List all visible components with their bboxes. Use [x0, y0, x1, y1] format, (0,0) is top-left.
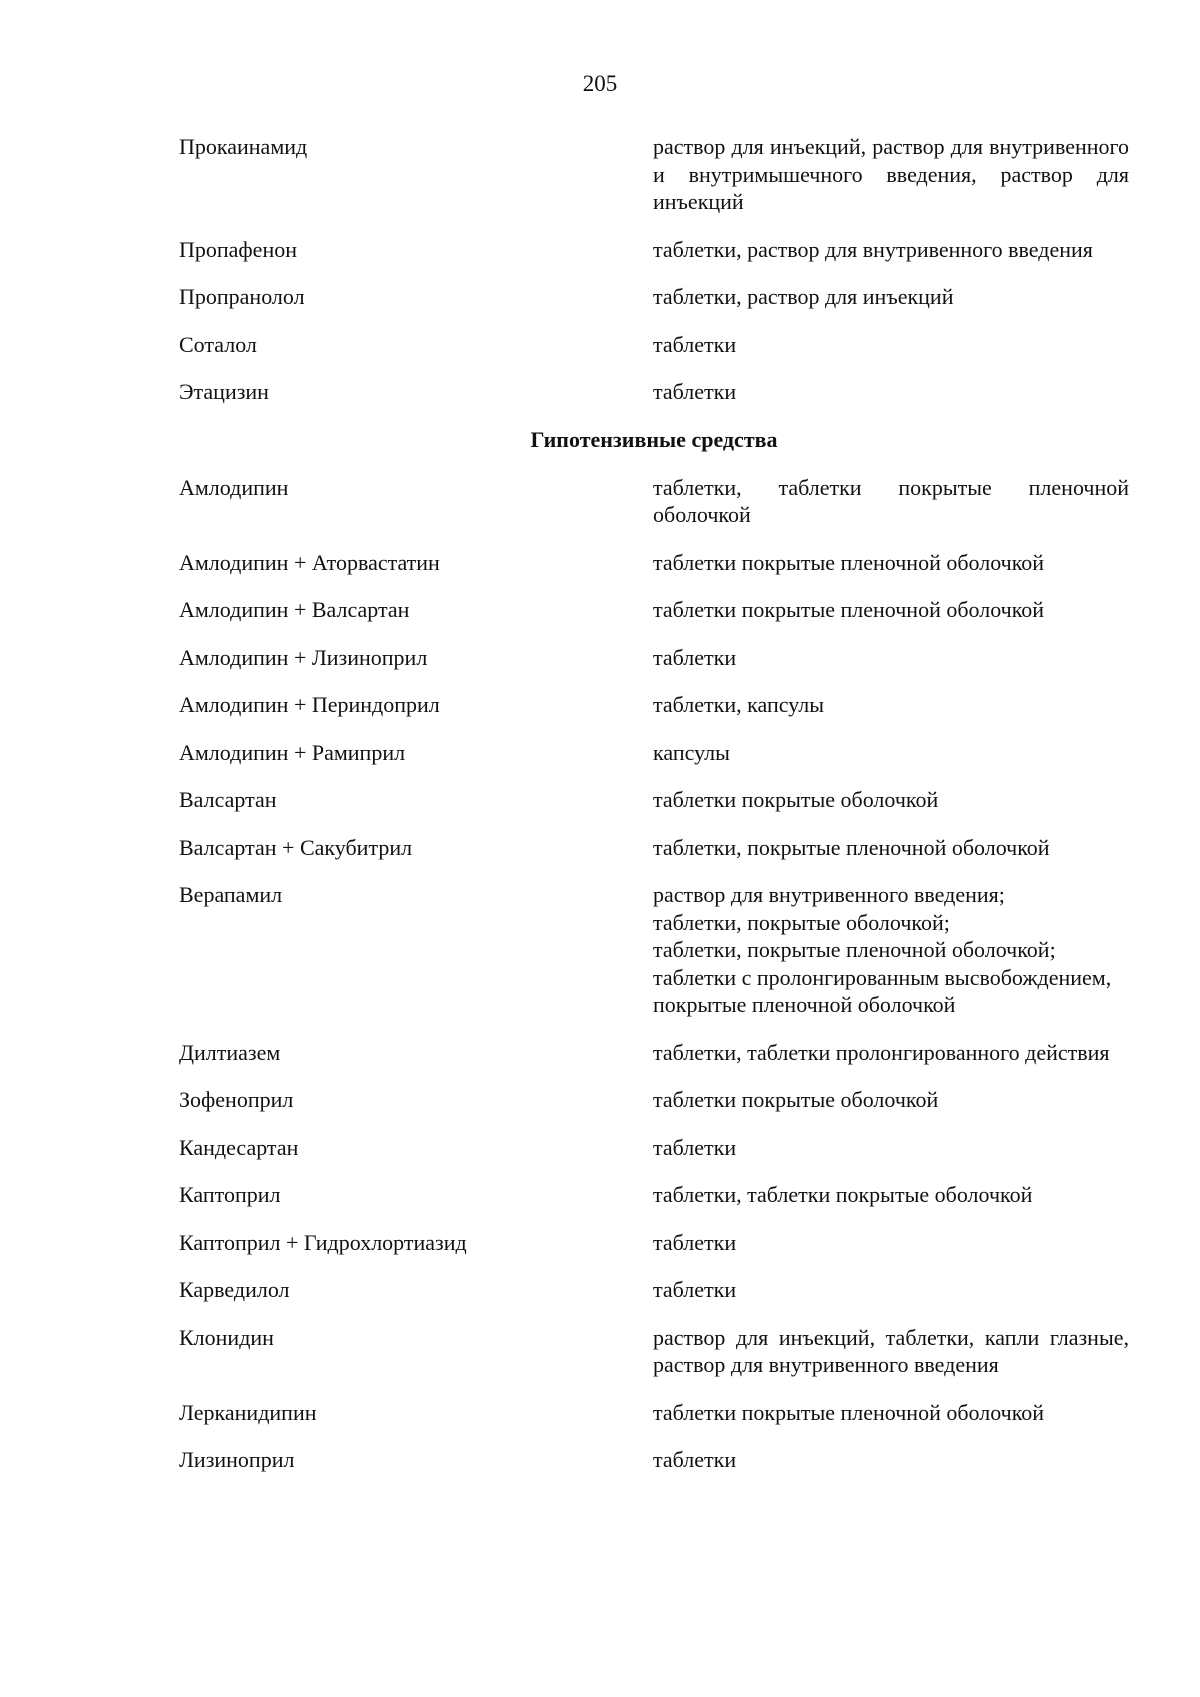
- dosage-form: раствор для инъекций, раствор для внутривенного и внутримышечного введения, раствор для инъекций: [653, 134, 1129, 214]
- drug-section: [179, 133, 1129, 406]
- drug-row: [179, 1134, 1129, 1162]
- dosage-form: таблетки: [653, 1134, 737, 1160]
- drug-row: [179, 1446, 1129, 1474]
- drug-row: [179, 596, 1129, 624]
- dosage-form: таблетки покрытые пленочной оболочкой: [653, 1399, 1045, 1425]
- dosage-form: таблетки, таблетки покрытые пленочной оболочкой: [653, 474, 1129, 527]
- dosage-form: таблетки, раствор для внутривенного введения: [653, 236, 1093, 262]
- dosage-form-line: таблетки, покрытые пленочной оболочкой;: [653, 937, 1056, 962]
- dosage-form: таблетки: [653, 1447, 737, 1472]
- drug-name: Валсартан + Сакубитрил: [179, 834, 413, 860]
- dosage-form: таблетки покрытые пленочной оболочкой: [653, 549, 1045, 575]
- drug-row: [179, 133, 1129, 216]
- dosage-form: таблетки покрытые пленочной оболочкой: [653, 597, 1045, 622]
- drug-name: Пропранолол: [179, 284, 305, 309]
- dosage-form: [653, 881, 1129, 1019]
- drug-row: [179, 1399, 1129, 1427]
- drug-name: Лизиноприл: [179, 1447, 295, 1472]
- dosage-form: таблетки: [653, 331, 737, 357]
- drug-name: Лерканидипин: [179, 1399, 317, 1425]
- dosage-form: капсулы: [653, 739, 730, 765]
- drug-row: [179, 331, 1129, 359]
- dosage-form: таблетки: [653, 1277, 737, 1302]
- drug-row: [179, 1181, 1129, 1209]
- drug-name: Амлодипин + Лизиноприл: [179, 644, 428, 670]
- dosage-form: таблетки, покрытые пленочной оболочкой: [653, 834, 1050, 860]
- dosage-form: таблетки: [653, 644, 737, 670]
- drug-name: Амлодипин + Валсартан: [179, 597, 410, 622]
- drug-name: Прокаинамид: [179, 134, 308, 159]
- drug-name: Верапамил: [179, 882, 283, 907]
- dosage-form: таблетки, таблетки покрытые оболочкой: [653, 1182, 1033, 1207]
- drug-row: [179, 786, 1129, 814]
- dosage-form: таблетки покрытые оболочкой: [653, 787, 939, 812]
- drug-name: Карведилол: [179, 1277, 290, 1302]
- drug-name: Этацизин: [179, 379, 269, 404]
- drug-name: Амлодипин + Рамиприл: [179, 739, 406, 765]
- drug-name: Соталол: [179, 331, 257, 357]
- drug-row: [179, 1324, 1129, 1379]
- drug-row: [179, 1039, 1129, 1067]
- dosage-form: таблетки, таблетки пролонгированного действия: [653, 1039, 1110, 1065]
- drug-name: Кандесартан: [179, 1134, 299, 1160]
- drug-row: [179, 1086, 1129, 1114]
- drug-name: Амлодипин + Аторвастатин: [179, 549, 440, 575]
- dosage-form: таблетки, капсулы: [653, 692, 824, 717]
- drug-row: [179, 834, 1129, 862]
- drug-name: Каптоприл + Гидрохлортиазид: [179, 1229, 467, 1255]
- page-number: 205: [582, 71, 618, 96]
- drug-row: [179, 691, 1129, 719]
- drug-row: [179, 283, 1129, 311]
- drug-name: Зофеноприл: [179, 1087, 294, 1112]
- drug-row: [179, 474, 1129, 529]
- drug-name: Валсартан: [179, 787, 277, 812]
- dosage-form: таблетки покрытые оболочкой: [653, 1087, 939, 1112]
- section-heading: Гипотензивные средства: [530, 426, 778, 452]
- drug-row: [179, 1276, 1129, 1304]
- drug-name: Амлодипин: [179, 474, 289, 500]
- drug-row: [179, 549, 1129, 577]
- drug-name: Амлодипин + Периндоприл: [179, 692, 440, 717]
- drug-name: Пропафенон: [179, 236, 297, 262]
- dosage-form-line: раствор для внутривенного введения;: [653, 882, 1005, 907]
- drug-row: [179, 739, 1129, 767]
- dosage-form: раствор для инъекций, таблетки, капли глазные, раствор для внутривенного введения: [653, 1324, 1129, 1377]
- drug-name: Клонидин: [179, 1324, 274, 1350]
- drug-section: [179, 426, 1129, 1474]
- drug-name: Дилтиазем: [179, 1039, 281, 1065]
- drug-name: Каптоприл: [179, 1182, 281, 1207]
- drug-row: [179, 644, 1129, 672]
- drug-row: [179, 881, 1129, 1019]
- dosage-form: таблетки: [653, 379, 737, 404]
- dosage-form-line: таблетки, покрытые оболочкой;: [653, 909, 950, 935]
- drug-row: [179, 236, 1129, 264]
- drug-row: [179, 378, 1129, 406]
- dosage-form: таблетки: [653, 1229, 737, 1255]
- dosage-form: таблетки, раствор для инъекций: [653, 284, 954, 309]
- dosage-form-line: таблетки с пролонгированным высвобождением, покрытые пленочной оболочкой: [653, 964, 1112, 1017]
- drug-row: [179, 1229, 1129, 1257]
- drug-list: [179, 133, 1129, 1494]
